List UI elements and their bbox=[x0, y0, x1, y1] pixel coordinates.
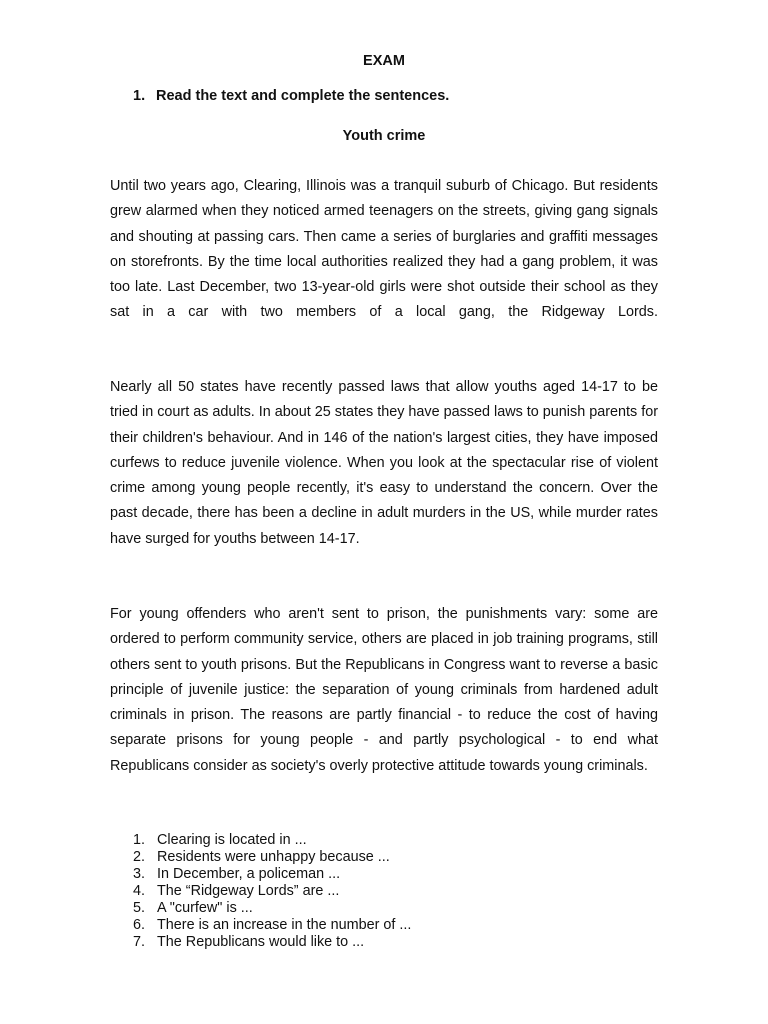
item-text: In December, a policeman ... bbox=[157, 866, 341, 882]
item-number: 1. bbox=[133, 832, 146, 848]
text-title: Youth crime bbox=[342, 128, 426, 144]
question-text: Read the text and complete the sentences. bbox=[156, 88, 450, 104]
list-item bbox=[133, 849, 411, 866]
list-item bbox=[133, 900, 411, 917]
question-number: 1. bbox=[133, 88, 146, 104]
paragraph-3: For young offenders who aren't sent to prison, the punishments vary: some are ordered to perform community service, others are placed in job training programs, still others sent to youth prisons. But the Republicans in Congress want to reverse a basic principle of juvenile justice: the separation of young criminals from hardened adult criminals in prison. The reasons are partly financial - to reduce the cost of having separate prisons for young people - and partly psychological - to end what Republicans consider as society's overly protective attitude towards young criminals. bbox=[110, 606, 658, 774]
question-heading bbox=[133, 88, 449, 104]
list-item bbox=[133, 832, 411, 849]
paragraph-1: Until two years ago, Clearing, Illinois was a tranquil suburb of Chicago. But residents grew alarmed when they noticed armed teenagers on the streets, giving gang signals and shouting at passing cars. Then came a series of burglaries and graffiti messages on storefronts. By the time local authorities realized they had a gang problem, it was too late. Last December, two 13-year-old girls were shot outside their school as they sat in a car with two members of a local gang, the Ridgeway Lords. bbox=[110, 178, 658, 321]
item-text: Clearing is located in ... bbox=[157, 832, 307, 848]
item-text: A "curfew" is ... bbox=[157, 900, 253, 916]
list-item bbox=[133, 866, 411, 883]
sentence-list bbox=[133, 832, 411, 951]
item-text: Residents were unhappy because ... bbox=[157, 849, 390, 865]
list-item bbox=[133, 934, 411, 951]
item-number: 4. bbox=[133, 883, 146, 899]
paragraph-2: Nearly all 50 states have recently passed laws that allow youths aged 14-17 to be tried in court as adults. In about 25 states they have passed laws to punish parents for their children's behaviour. And in 146 of the nation's largest cities, they have imposed curfews to reduce juvenile violence. When you look at the spectacular rise of violent crime among young people recently, it's easy to understand the concern. Over the past decade, there has been a decline in adult murders in the US, while murder rates have surged for youths between 14-17. bbox=[110, 379, 658, 547]
item-number: 6. bbox=[133, 917, 146, 933]
item-number: 2. bbox=[133, 849, 146, 865]
item-number: 5. bbox=[133, 900, 146, 916]
list-item bbox=[133, 883, 411, 900]
item-text: The “Ridgeway Lords” are ... bbox=[157, 883, 340, 899]
item-number: 3. bbox=[133, 866, 146, 882]
exam-title: EXAM bbox=[363, 53, 405, 69]
item-text: The Republicans would like to ... bbox=[157, 934, 365, 950]
item-text: There is an increase in the number of ... bbox=[157, 917, 412, 933]
list-item bbox=[133, 917, 411, 934]
item-number: 7. bbox=[133, 934, 146, 950]
